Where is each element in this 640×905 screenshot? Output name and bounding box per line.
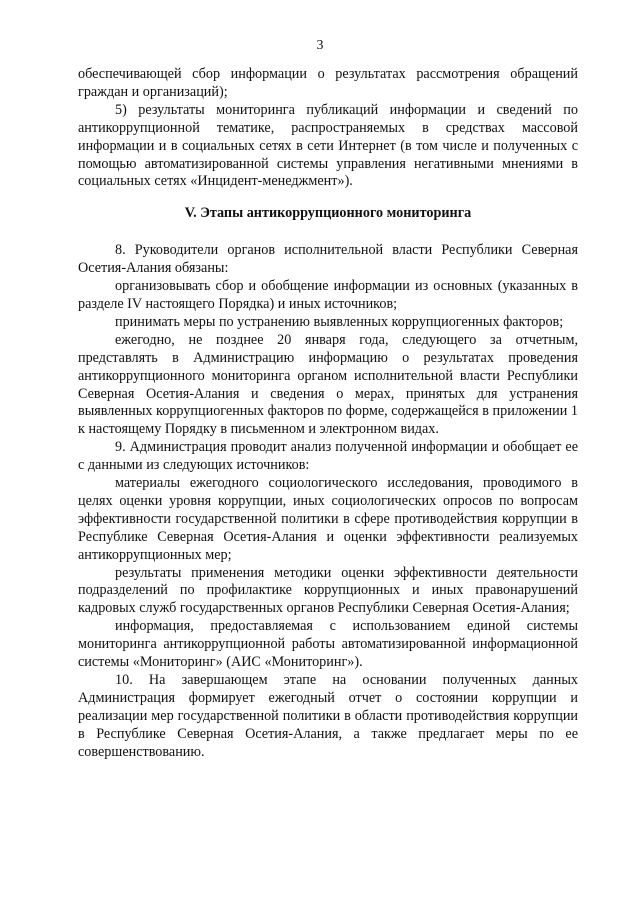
- paragraph: принимать меры по устранению выявленных коррупциогенных факторов;: [115, 313, 564, 330]
- paragraph: ежегодно, не позднее 20 января года, следующего за отчетным, представлять в Администрацию информацию о результатах проведения антикоррупционного мониторинга органом исполнительной власти Республики Северная Осетия-Алания и сведения о мерах, принятых для устранения выявленных коррупциогенных факторов по форме, содержащейся в приложении 1 к настоящему Порядку в письменном и электронном видах.: [78, 331, 578, 438]
- paragraph: 10. На завершающем этапе на основании полученных данных Администрация формирует ежегодный отчет о состоянии коррупции и реализации мер государственной политики в области противодействия коррупции в Республике Северная Осетия-Алания, а также предлагает меры по ее совершенствованию.: [78, 672, 578, 760]
- paragraph: информация, предоставляемая с использованием единой системы мониторинга антикоррупционной работы автоматизированной информационной системы «Мониторинг» (АИС «Мониторинг»).: [78, 618, 578, 671]
- page-number: 3: [316, 38, 324, 53]
- section-title: V. Этапы антикоррупционного мониторинга: [184, 205, 472, 222]
- paragraph: результаты применения методики оценки эффективности деятельности подразделений по профилактике коррупционных и иных правонарушений кадровых служб государственных органов Республики Северная Осетия-Алания;: [78, 564, 578, 617]
- paragraph: 5) результаты мониторинга публикаций информации и сведений по антикоррупционной тематике, распространяемых в средствах массовой информации и в социальных сетях в сети Интернет (в том числе и полученных с помощью автоматизированной системы управления негативными мнениями в социальных сетях «Инцидент-менеджмент»).: [78, 101, 578, 190]
- paragraph: материалы ежегодного социологического исследования, проводимого в целях оценки уровня коррупции, иных социологических опросов по вопросам эффективности государственной политики в сфере противодействия коррупции в Республике Северная Осетия-Алания и оценки эффективности реализуемых антикоррупционных мер;: [78, 475, 578, 563]
- paragraph: обеспечивающей сбор информации о результатах рассмотрения обращений граждан и организаций);: [78, 66, 578, 100]
- paragraph: организовывать сбор и обобщение информации из основных (указанных в разделе IV настоящего Порядка) и иных источников;: [78, 278, 578, 312]
- paragraph: 9. Администрация проводит анализ полученной информации и обобщает ее с данными из следующих источников:: [78, 439, 578, 474]
- document-body: [78, 66, 578, 762]
- paragraph: 8. Руководители органов исполнительной власти Республики Северная Осетия-Алания обязаны:: [78, 242, 578, 277]
